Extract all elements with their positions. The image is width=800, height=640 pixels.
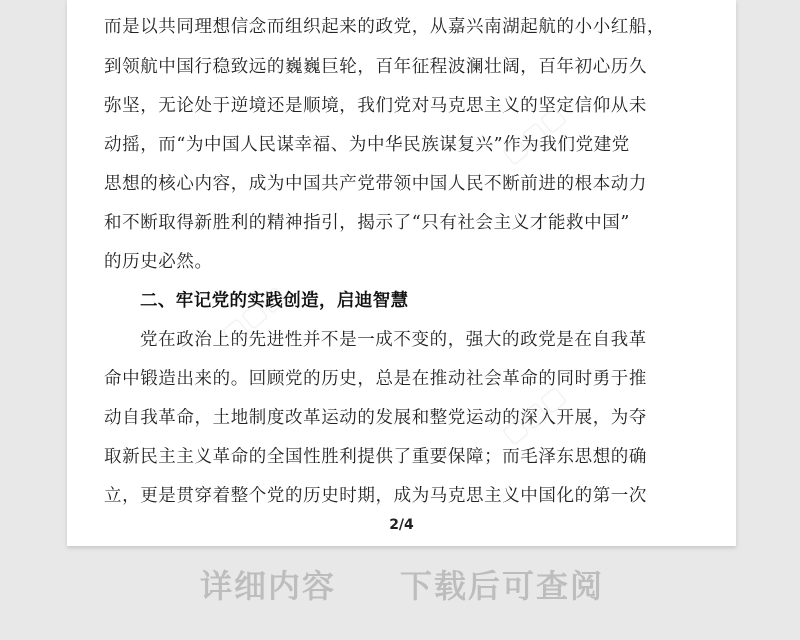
document-page xyxy=(67,0,736,546)
watermark-logo: ▢▢▢ xyxy=(215,279,292,351)
details-button[interactable]: 详细内容 xyxy=(200,567,337,605)
body-line: 到领航中国行稳致远的巍巍巨轮，百年征程波澜壮阔，百年初心历久 xyxy=(104,57,647,77)
body-line: 思想的核心内容，成为中国共产党带领中国人民不断前进的根本动力 xyxy=(104,174,647,194)
body-line: 立，更是贯穿着整个党的历史时期，成为马克思主义中国化的第一次 xyxy=(104,486,647,506)
body-line: 而是以共同理想信念而组织起来的政党，从嘉兴南湖起航的小小红船， xyxy=(104,17,666,37)
page-indicator: 2/4 xyxy=(389,517,414,533)
download-to-view-button[interactable]: 下载后可查阅 xyxy=(400,567,605,605)
watermark-logo: ▢▢▢ xyxy=(495,379,572,451)
body-line: 党在政治上的先进性并不是一成不变的，强大的政党是在自我革 xyxy=(140,330,647,350)
body-line: 动自我革命，土地制度改革运动的发展和整党运动的深入开展，为夺 xyxy=(104,408,647,428)
watermark-logo: ▢▢▢ xyxy=(495,99,572,171)
body-line: 命中锻造出来的。回顾党的历史，总是在推动社会革命的同时勇于推 xyxy=(104,369,647,389)
body-line: 动摇，而“为中国人民谋幸福、为中华民族谋复兴”作为我们党建党 xyxy=(104,135,630,155)
body-line: 的历史必然。 xyxy=(104,252,213,272)
section-heading: 二、牢记党的实践创造，启迪智慧 xyxy=(140,291,409,311)
body-line: 取新民主主义革命的全国性胜利提供了重要保障；而毛泽东思想的确 xyxy=(104,447,647,467)
body-line: 弥坚，无论处于逆境还是顺境，我们党对马克思主义的坚定信仰从未 xyxy=(104,96,647,116)
body-line: 和不断取得新胜利的精神指引，揭示了“只有社会主义才能救中国” xyxy=(104,213,630,233)
